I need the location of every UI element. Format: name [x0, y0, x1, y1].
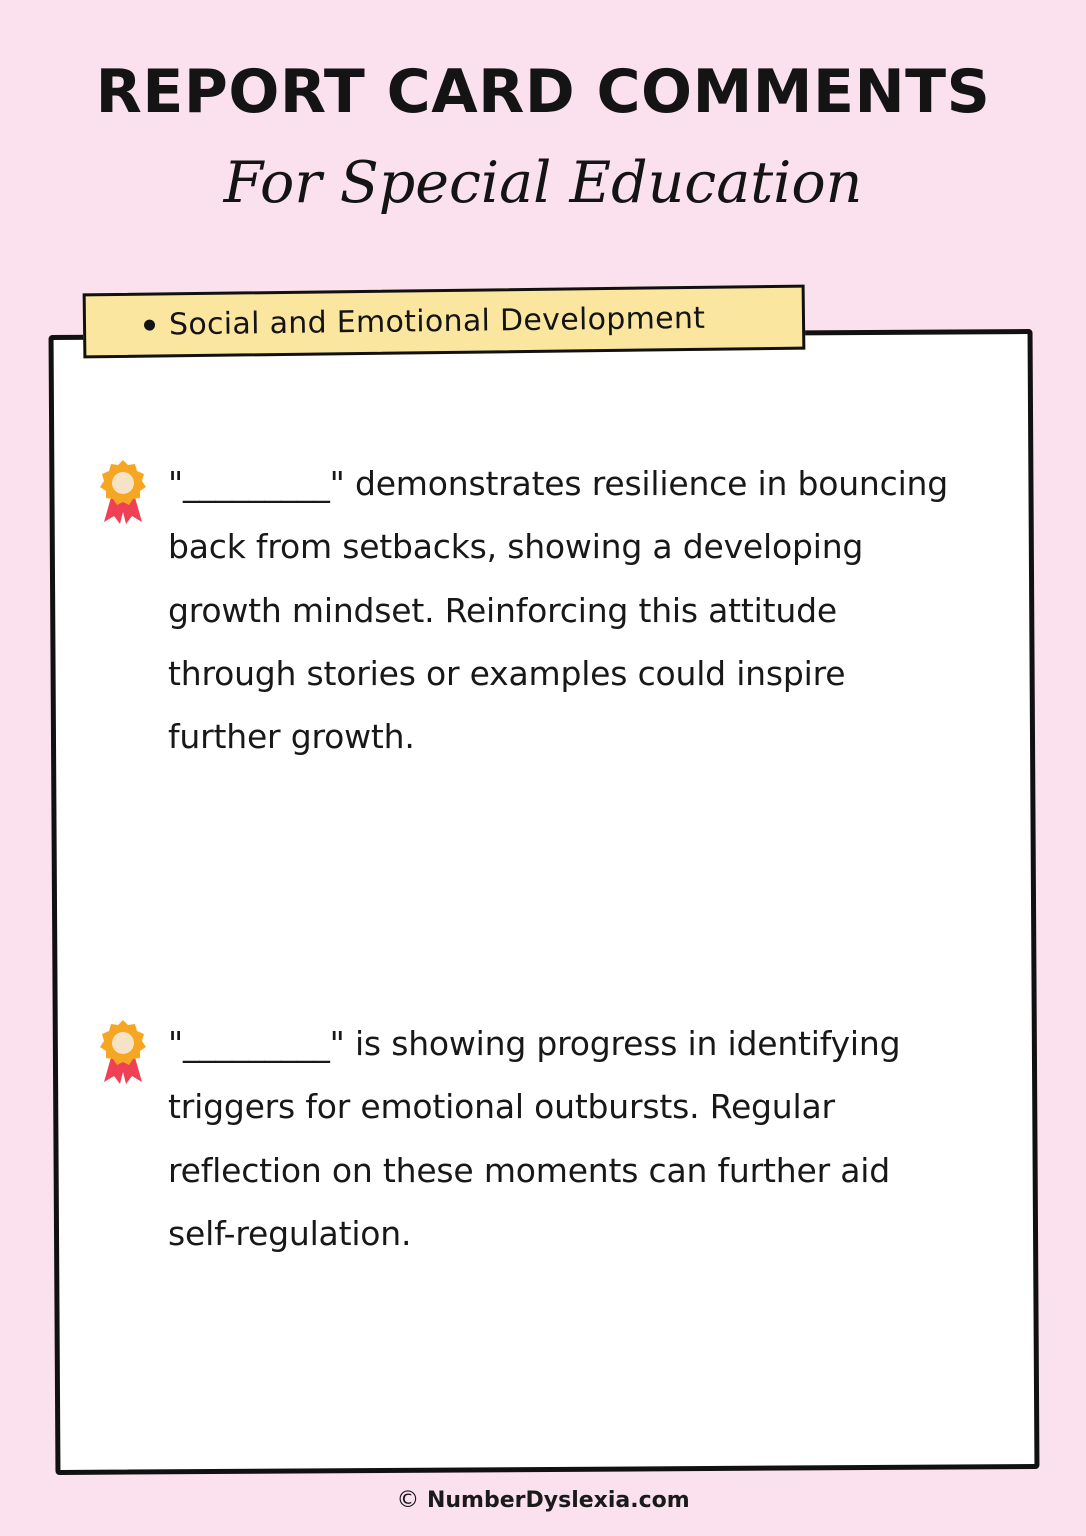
page-subtitle: For Special Education: [223, 150, 863, 216]
comment-text: "_________" is showing progress in identifying triggers for emotional outbursts. Regular reflection on these moments can further aid self-regulation.: [168, 1024, 901, 1254]
footer-site-name: NumberDyslexia.com: [426, 1488, 690, 1513]
rosette-award-icon: [96, 1018, 150, 1088]
page-title: REPORT CARD COMMENTS: [95, 57, 991, 127]
comment-item: [96, 1012, 958, 1265]
section-banner: [83, 285, 806, 359]
copyright-icon: ©: [396, 1487, 420, 1513]
rosette-award-icon: [96, 458, 150, 528]
section-banner-label: Social and Emotional Development: [168, 300, 706, 343]
comment-text: "_________" demonstrates resilience in bouncing back from setbacks, showing a developing growth mindset. Reinforcing this attitude through stories or examples could inspire further growth.: [168, 464, 949, 757]
bullet-icon: [144, 320, 155, 331]
footer-credit: [0, 1487, 1086, 1513]
comment-item: [96, 452, 958, 769]
